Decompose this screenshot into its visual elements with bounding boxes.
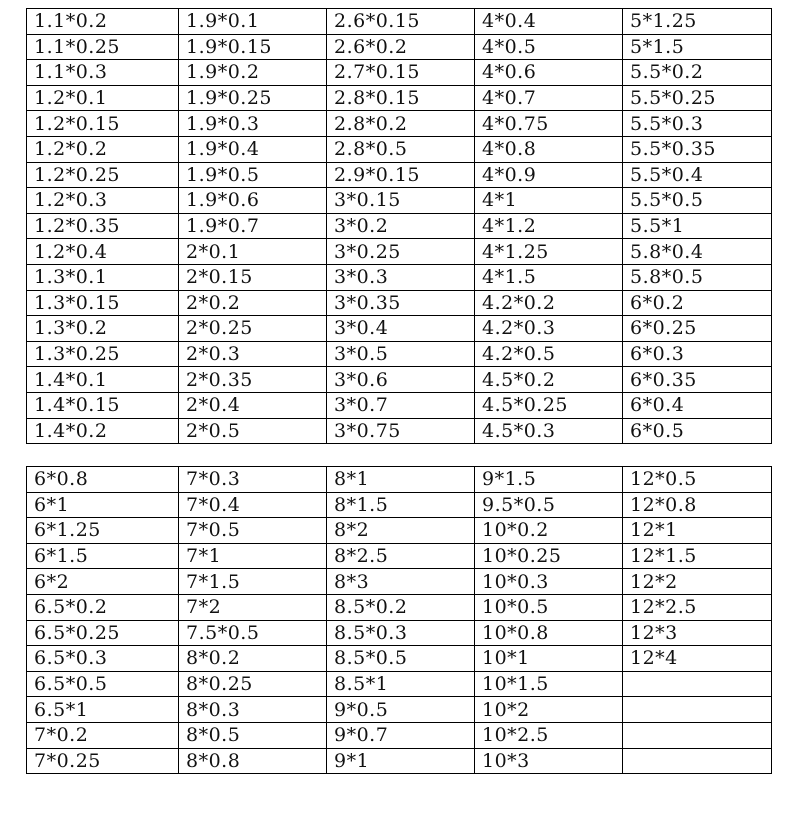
size-cell: 3*0.4 [327, 316, 475, 342]
table-row [27, 748, 772, 774]
size-cell: 3*0.7 [327, 392, 475, 418]
size-cell: 7*0.25 [27, 748, 179, 774]
size-cell: 9*1 [327, 748, 475, 774]
size-cell: 4*0.8 [475, 136, 623, 162]
size-cell: 7*0.4 [179, 492, 327, 518]
size-cell: 10*1 [475, 646, 623, 672]
size-cell: 8*1.5 [327, 492, 475, 518]
size-cell: 4*0.6 [475, 60, 623, 86]
size-cell: 1.9*0.15 [179, 34, 327, 60]
table-row [27, 543, 772, 569]
table-row [27, 467, 772, 493]
size-cell: 5.8*0.4 [623, 239, 772, 265]
size-cell: 4*1.2 [475, 213, 623, 239]
size-cell: 3*0.3 [327, 264, 475, 290]
size-cell: 10*2.5 [475, 722, 623, 748]
size-cell: 1.2*0.4 [27, 239, 179, 265]
size-cell: 12*0.8 [623, 492, 772, 518]
table-row [27, 34, 772, 60]
size-cell: 5.8*0.5 [623, 264, 772, 290]
size-cell: 8*0.25 [179, 671, 327, 697]
table-row [27, 518, 772, 544]
size-cell: 6.5*0.25 [27, 620, 179, 646]
size-cell: 12*1 [623, 518, 772, 544]
empty-cell [623, 748, 772, 774]
size-cell: 6*0.8 [27, 467, 179, 493]
size-table-bottom [26, 466, 771, 774]
size-cell: 2*0.35 [179, 367, 327, 393]
size-cell: 12*1.5 [623, 543, 772, 569]
size-cell: 4.2*0.2 [475, 290, 623, 316]
table-row [27, 290, 772, 316]
size-cell: 1.4*0.15 [27, 392, 179, 418]
size-cell: 1.1*0.2 [27, 9, 179, 35]
size-cell: 1.4*0.2 [27, 418, 179, 444]
table-row [27, 213, 772, 239]
empty-cell [623, 697, 772, 723]
size-cell: 6.5*0.2 [27, 594, 179, 620]
size-cell: 7.5*0.5 [179, 620, 327, 646]
size-cell: 2.7*0.15 [327, 60, 475, 86]
size-cell: 5.5*0.2 [623, 60, 772, 86]
size-cell: 7*2 [179, 594, 327, 620]
size-cell: 10*3 [475, 748, 623, 774]
empty-cell [623, 671, 772, 697]
table-row [27, 392, 772, 418]
size-grid-bottom-body [27, 467, 772, 774]
size-cell: 5.5*1 [623, 213, 772, 239]
size-cell: 4.5*0.25 [475, 392, 623, 418]
table-row [27, 646, 772, 672]
table-row [27, 341, 772, 367]
size-cell: 4*0.9 [475, 162, 623, 188]
table-row [27, 671, 772, 697]
size-cell: 3*0.6 [327, 367, 475, 393]
size-cell: 8*2 [327, 518, 475, 544]
size-cell: 8*0.5 [179, 722, 327, 748]
size-cell: 7*0.3 [179, 467, 327, 493]
size-cell: 5*1.25 [623, 9, 772, 35]
size-cell: 6*0.3 [623, 341, 772, 367]
size-cell: 1.9*0.7 [179, 213, 327, 239]
size-cell: 2.8*0.2 [327, 111, 475, 137]
size-cell: 5.5*0.35 [623, 136, 772, 162]
size-cell: 2.6*0.2 [327, 34, 475, 60]
size-cell: 6.5*0.5 [27, 671, 179, 697]
size-cell: 4*0.5 [475, 34, 623, 60]
size-cell: 8.5*0.5 [327, 646, 475, 672]
size-cell: 4.5*0.3 [475, 418, 623, 444]
size-cell: 12*2 [623, 569, 772, 595]
size-cell: 4*1.5 [475, 264, 623, 290]
size-cell: 6*0.25 [623, 316, 772, 342]
table-row [27, 722, 772, 748]
size-cell: 8*2.5 [327, 543, 475, 569]
size-cell: 6*2 [27, 569, 179, 595]
size-cell: 4.2*0.5 [475, 341, 623, 367]
size-cell: 2*0.1 [179, 239, 327, 265]
size-cell: 7*1.5 [179, 569, 327, 595]
size-cell: 10*0.5 [475, 594, 623, 620]
table-row [27, 85, 772, 111]
size-cell: 1.3*0.25 [27, 341, 179, 367]
size-cell: 2*0.15 [179, 264, 327, 290]
size-cell: 2*0.2 [179, 290, 327, 316]
table-row [27, 367, 772, 393]
size-cell: 4*0.7 [475, 85, 623, 111]
size-cell: 9*1.5 [475, 467, 623, 493]
size-grid-top [26, 8, 772, 444]
size-cell: 10*2 [475, 697, 623, 723]
size-cell: 2*0.25 [179, 316, 327, 342]
size-cell: 8*3 [327, 569, 475, 595]
table-row [27, 569, 772, 595]
size-cell: 3*0.15 [327, 188, 475, 214]
size-cell: 6.5*1 [27, 697, 179, 723]
size-cell: 3*0.75 [327, 418, 475, 444]
table-row [27, 418, 772, 444]
size-cell: 4*0.4 [475, 9, 623, 35]
size-cell: 1.9*0.25 [179, 85, 327, 111]
size-cell: 2.6*0.15 [327, 9, 475, 35]
table-row [27, 188, 772, 214]
size-cell: 1.2*0.35 [27, 213, 179, 239]
size-cell: 1.3*0.1 [27, 264, 179, 290]
size-cell: 1.2*0.25 [27, 162, 179, 188]
table-row [27, 697, 772, 723]
size-cell: 6*0.4 [623, 392, 772, 418]
size-cell: 1.1*0.3 [27, 60, 179, 86]
size-cell: 2.8*0.5 [327, 136, 475, 162]
size-cell: 6*1 [27, 492, 179, 518]
size-cell: 6.5*0.3 [27, 646, 179, 672]
size-cell: 8*1 [327, 467, 475, 493]
size-cell: 6*0.2 [623, 290, 772, 316]
size-cell: 12*2.5 [623, 594, 772, 620]
size-cell: 1.2*0.2 [27, 136, 179, 162]
size-cell: 1.2*0.3 [27, 188, 179, 214]
size-cell: 6*1.5 [27, 543, 179, 569]
size-cell: 2*0.3 [179, 341, 327, 367]
size-cell: 1.9*0.1 [179, 9, 327, 35]
size-cell: 1.9*0.3 [179, 111, 327, 137]
table-row [27, 492, 772, 518]
size-cell: 2.9*0.15 [327, 162, 475, 188]
size-cell: 4.2*0.3 [475, 316, 623, 342]
table-row [27, 9, 772, 35]
size-cell: 3*0.25 [327, 239, 475, 265]
size-cell: 8.5*0.3 [327, 620, 475, 646]
size-cell: 10*0.2 [475, 518, 623, 544]
size-cell: 6*0.35 [623, 367, 772, 393]
size-cell: 12*0.5 [623, 467, 772, 493]
size-cell: 4.5*0.2 [475, 367, 623, 393]
table-row [27, 620, 772, 646]
size-cell: 2.8*0.15 [327, 85, 475, 111]
size-cell: 9*0.5 [327, 697, 475, 723]
empty-cell [623, 722, 772, 748]
size-cell: 8.5*1 [327, 671, 475, 697]
size-table-top [26, 8, 771, 444]
size-cell: 5.5*0.5 [623, 188, 772, 214]
size-cell: 8*0.2 [179, 646, 327, 672]
size-cell: 10*0.8 [475, 620, 623, 646]
size-cell: 3*0.5 [327, 341, 475, 367]
table-row [27, 60, 772, 86]
size-cell: 8*0.3 [179, 697, 327, 723]
size-cell: 8*0.8 [179, 748, 327, 774]
table-row [27, 316, 772, 342]
table-row [27, 162, 772, 188]
size-cell: 4*1.25 [475, 239, 623, 265]
size-cell: 12*4 [623, 646, 772, 672]
size-cell: 9.5*0.5 [475, 492, 623, 518]
size-cell: 7*0.2 [27, 722, 179, 748]
size-cell: 1.4*0.1 [27, 367, 179, 393]
size-cell: 1.9*0.4 [179, 136, 327, 162]
size-cell: 4*1 [475, 188, 623, 214]
table-row [27, 594, 772, 620]
table-row [27, 239, 772, 265]
size-cell: 1.1*0.25 [27, 34, 179, 60]
size-cell: 9*0.7 [327, 722, 475, 748]
size-cell: 1.9*0.5 [179, 162, 327, 188]
size-cell: 1.2*0.15 [27, 111, 179, 137]
size-cell: 6*0.5 [623, 418, 772, 444]
size-cell: 10*0.3 [475, 569, 623, 595]
size-cell: 5.5*0.3 [623, 111, 772, 137]
size-cell: 5*1.5 [623, 34, 772, 60]
size-cell: 5.5*0.25 [623, 85, 772, 111]
size-cell: 3*0.2 [327, 213, 475, 239]
size-cell: 1.3*0.2 [27, 316, 179, 342]
table-row [27, 264, 772, 290]
size-cell: 3*0.35 [327, 290, 475, 316]
size-cell: 12*3 [623, 620, 772, 646]
size-grid-top-body [27, 9, 772, 444]
size-cell: 4*0.75 [475, 111, 623, 137]
size-cell: 1.9*0.6 [179, 188, 327, 214]
size-cell: 1.9*0.2 [179, 60, 327, 86]
size-cell: 10*1.5 [475, 671, 623, 697]
table-row [27, 136, 772, 162]
size-cell: 2*0.4 [179, 392, 327, 418]
table-row [27, 111, 772, 137]
size-grid-bottom [26, 466, 772, 774]
size-cell: 10*0.25 [475, 543, 623, 569]
size-cell: 8.5*0.2 [327, 594, 475, 620]
size-cell: 7*1 [179, 543, 327, 569]
size-cell: 2*0.5 [179, 418, 327, 444]
size-cell: 1.2*0.1 [27, 85, 179, 111]
size-cell: 1.3*0.15 [27, 290, 179, 316]
size-cell: 6*1.25 [27, 518, 179, 544]
size-cell: 7*0.5 [179, 518, 327, 544]
size-cell: 5.5*0.4 [623, 162, 772, 188]
